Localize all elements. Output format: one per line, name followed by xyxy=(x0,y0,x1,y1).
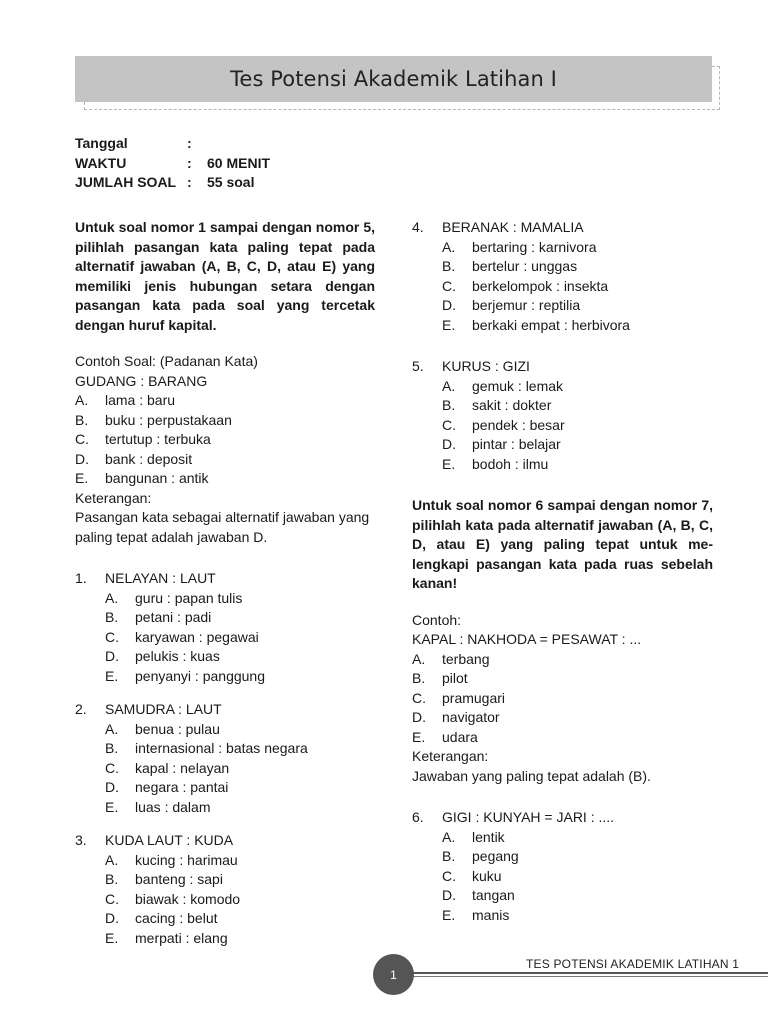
meta-colon: : xyxy=(187,135,192,151)
option-text: bank : deposit xyxy=(105,450,193,467)
option-text: berjemur : reptilia xyxy=(472,297,581,313)
section1-instruction: Untuk soal nomor 1 sampai dengan nomor 5, pilihlah pasangan kata paling tepat pada alternatif jawaban (A, B, C, D, atau E) yang memiliki jenis hubungan setara dengan pasangan kata pada soal yang tercetak dengan huruf kapital. xyxy=(75,219,375,333)
question-stem xyxy=(75,831,375,851)
answer-option xyxy=(412,455,713,475)
question-text: BERANAK : MAMALIA xyxy=(442,219,584,235)
option-letter: B. xyxy=(75,411,89,428)
option-text: lentik xyxy=(472,828,505,845)
option-text: kucing : harimau xyxy=(135,851,238,868)
note-text: Jawaban yang paling tepat adalah (B). xyxy=(412,767,651,784)
meta-colon: : xyxy=(187,174,192,190)
option-text: bertelur : unggas xyxy=(472,258,578,274)
example-option xyxy=(75,469,375,489)
example-heading: Contoh Soal: (Padanan Kata) xyxy=(75,353,258,369)
option-text: berkelompok : insekta xyxy=(472,277,609,294)
option-text: negara : pantai xyxy=(135,779,229,795)
option-text: terbang xyxy=(442,650,490,667)
option-text: pelukis : kuas xyxy=(135,648,220,664)
option-text: biawak : komodo xyxy=(135,890,241,907)
meta-value: 55 soal xyxy=(207,174,255,190)
question-number: 6. xyxy=(412,809,424,825)
question-text: SAMUDRA : LAUT xyxy=(105,701,222,717)
note-text: Pasangan kata sebagai alternatif jawaban yang paling tepat adalah jawaban D. xyxy=(75,509,370,545)
option-letter: B. xyxy=(412,670,426,686)
option-letter: E. xyxy=(442,906,456,923)
option-letter: B. xyxy=(442,397,456,413)
footer-rule xyxy=(412,972,768,974)
option-letter: C. xyxy=(442,416,456,433)
option-text: benua : pulau xyxy=(135,720,220,737)
question-text: KUDA LAUT : KUDA xyxy=(105,832,234,848)
option-text: udara xyxy=(442,728,478,745)
option-text: kuku xyxy=(472,867,502,884)
option-text: tertutup : terbuka xyxy=(105,431,211,447)
note-label: Keterangan: xyxy=(75,489,152,506)
option-letter: A. xyxy=(412,650,426,667)
answer-option xyxy=(412,847,713,867)
option-text: gemuk : lemak xyxy=(472,377,564,394)
option-text: bangunan : antik xyxy=(105,470,209,486)
example-heading: Contoh: xyxy=(412,611,462,628)
title-bar xyxy=(75,56,712,102)
meta-row-date xyxy=(75,134,270,154)
option-text: berkaki empat : herbivora xyxy=(472,316,630,333)
option-letter: B. xyxy=(442,258,456,274)
option-letter: A. xyxy=(105,720,119,737)
example-stem: KAPAL : NAKHODA = PESAWAT : ... xyxy=(412,631,642,647)
question-text: GIGI : KUNYAH = JARI : .... xyxy=(442,809,615,825)
meta-label: JUMLAH SOAL xyxy=(75,174,177,190)
option-text: luas : dalam xyxy=(135,798,211,815)
question-number: 1. xyxy=(75,570,87,586)
option-letter: A. xyxy=(442,377,456,394)
option-text: bodoh : ilmu xyxy=(472,455,549,472)
answer-option xyxy=(412,906,713,926)
option-letter: D. xyxy=(105,779,119,795)
example-option xyxy=(412,650,713,670)
option-text: pramugari xyxy=(442,689,506,706)
answer-option xyxy=(412,435,713,455)
answer-option xyxy=(75,798,375,818)
meta-colon: : xyxy=(187,154,192,171)
option-text: petani : padi xyxy=(135,609,212,625)
option-text: banteng : sapi xyxy=(135,871,223,887)
option-text: pegang xyxy=(472,848,519,864)
option-letter: D. xyxy=(442,297,456,313)
example-option xyxy=(412,708,713,728)
answer-option xyxy=(75,778,375,798)
option-text: pendek : besar xyxy=(472,416,565,433)
option-text: pilot xyxy=(442,670,468,686)
meta-label: WAKTU xyxy=(75,154,127,171)
answer-option xyxy=(75,667,375,687)
option-letter: A. xyxy=(75,392,89,408)
question-number: 4. xyxy=(412,219,424,235)
option-letter: C. xyxy=(105,890,119,907)
option-letter: C. xyxy=(442,277,456,294)
test-meta xyxy=(75,134,270,193)
meta-label: Tanggal xyxy=(75,135,128,151)
question-stem xyxy=(412,357,713,377)
option-text: kapal : nelayan xyxy=(135,759,230,776)
option-letter: E. xyxy=(442,455,456,472)
answer-option xyxy=(75,589,375,609)
option-letter: E. xyxy=(105,929,119,946)
answer-option xyxy=(412,238,713,258)
answer-option xyxy=(412,886,713,906)
answer-option xyxy=(412,828,713,848)
question-number: 5. xyxy=(412,358,424,374)
option-letter: E. xyxy=(442,316,456,333)
option-letter: D. xyxy=(105,910,119,926)
option-text: internasional : batas negara xyxy=(135,740,308,756)
question-stem xyxy=(75,700,375,720)
question-stem xyxy=(412,218,713,238)
option-text: sakit : dokter xyxy=(472,397,552,413)
question-text: KURUS : GIZI xyxy=(442,358,530,374)
answer-option xyxy=(412,296,713,316)
example-option xyxy=(75,450,375,470)
page-title: Tes Potensi Akademik Latihan I xyxy=(230,67,557,91)
question-number: 2. xyxy=(75,701,87,717)
answer-option xyxy=(412,316,713,336)
answer-option xyxy=(75,759,375,779)
note-label: Keterangan: xyxy=(412,748,489,764)
answer-option xyxy=(75,851,375,871)
question-number: 3. xyxy=(75,832,87,848)
answer-option xyxy=(75,929,375,949)
option-text: karyawan : pegawai xyxy=(135,628,259,645)
question-stem xyxy=(412,808,713,828)
example-option xyxy=(75,391,375,411)
answer-option xyxy=(412,277,713,297)
meta-row-count xyxy=(75,173,270,193)
option-text: bertaring : karnivora xyxy=(472,238,597,255)
option-letter: A. xyxy=(105,589,119,606)
answer-option xyxy=(75,890,375,910)
answer-option xyxy=(75,628,375,648)
right-column xyxy=(412,218,713,925)
answer-option xyxy=(412,396,713,416)
option-letter: B. xyxy=(105,740,119,756)
option-text: merpati : elang xyxy=(135,929,228,946)
page-number: 1 xyxy=(373,954,414,995)
footer-rule-thin xyxy=(412,976,768,977)
answer-option xyxy=(75,909,375,929)
left-column xyxy=(75,218,375,948)
meta-row-time xyxy=(75,154,270,174)
option-text: cacing : belut xyxy=(135,910,218,926)
example-option xyxy=(412,728,713,748)
answer-option xyxy=(75,870,375,890)
option-letter: C. xyxy=(412,689,426,706)
option-text: pintar : belajar xyxy=(472,436,561,452)
option-letter: D. xyxy=(105,648,119,664)
option-letter: C. xyxy=(442,867,456,884)
question-text: NELAYAN : LAUT xyxy=(105,570,216,586)
option-letter: A. xyxy=(442,828,456,845)
option-letter: B. xyxy=(105,609,119,625)
option-text: lama : baru xyxy=(105,392,176,408)
answer-option xyxy=(412,257,713,277)
question-stem xyxy=(75,569,375,589)
answer-option xyxy=(75,608,375,628)
answer-option xyxy=(75,647,375,667)
example-option xyxy=(75,411,375,431)
option-letter: D. xyxy=(442,436,456,452)
option-text: tangan xyxy=(472,887,515,903)
option-letter: C. xyxy=(75,431,89,447)
option-letter: D. xyxy=(412,709,426,725)
answer-option xyxy=(412,416,713,436)
option-text: penyanyi : panggung xyxy=(135,667,265,684)
section2-instruction: Untuk soal nomor 6 sampai dengan nomor 7, pilihlah kata pada alternatif jawaban (A, B, C, D, atau E) yang paling tepat untuk me-lengkapi pasangan kata pada ruas sebelah kanan! xyxy=(412,497,713,591)
answer-option xyxy=(75,720,375,740)
option-text: manis xyxy=(472,906,510,923)
option-text: buku : perpustakaan xyxy=(105,411,232,428)
answer-option xyxy=(412,377,713,397)
option-letter: E. xyxy=(412,728,426,745)
option-text: navigator xyxy=(442,709,500,725)
option-text: guru : papan tulis xyxy=(135,589,243,606)
footer-title: TES POTENSI AKADEMIK LATIHAN 1 xyxy=(526,957,740,971)
option-letter: E. xyxy=(105,798,119,815)
option-letter: C. xyxy=(105,628,119,645)
example-option xyxy=(412,689,713,709)
option-letter: E. xyxy=(75,470,89,486)
option-letter: A. xyxy=(105,851,119,868)
option-letter: B. xyxy=(442,848,456,864)
option-letter: B. xyxy=(105,871,119,887)
meta-value: 60 MENIT xyxy=(207,154,271,171)
answer-option xyxy=(75,739,375,759)
option-letter: D. xyxy=(442,887,456,903)
option-letter: C. xyxy=(105,759,119,776)
option-letter: A. xyxy=(442,238,456,255)
option-letter: D. xyxy=(75,450,89,467)
example-option xyxy=(75,430,375,450)
example-option xyxy=(412,669,713,689)
answer-option xyxy=(412,867,713,887)
example-stem: GUDANG : BARANG xyxy=(75,372,208,389)
option-letter: E. xyxy=(105,667,119,684)
